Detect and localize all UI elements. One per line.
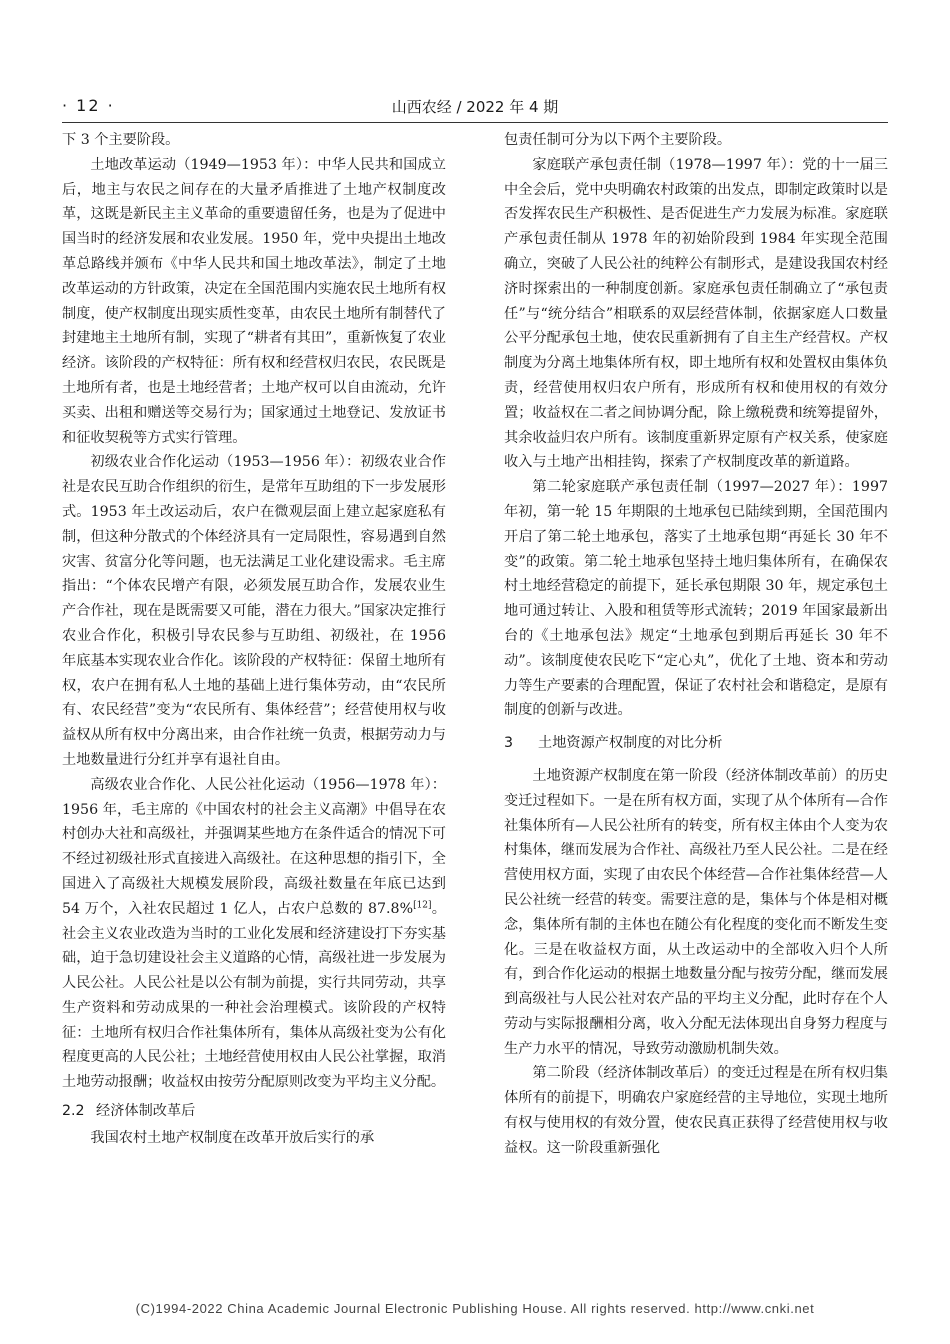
header-rule: [62, 122, 888, 123]
paragraph-land-reform: 土地改革运动（1949—1953 年）：中华人民共和国成立后，地主与农民之间存在的大量矛盾推进了土地产权制度改革，这既是新民主主义革命的重要遗留任务，也是为了促进中国当时的经济发展和农业发展。1950 年，党中央提出土地改革总路线并颁布《中华人民共和国土地改革法》，制定了土地改革运动的方针政策，决定在全国范围内实施农民土地所有权制度，使产权制度出现实质性变革，由农民土地所有制替代了封建地主土地所有制，实现了“耕者有其田”，重新恢复了农业经济。该阶段的产权特征：所有权和经营权归农民，农民既是土地所有者，也是土地经营者；土地产权可以自由流动，允许买卖、出租和赠送等交易行为；国家通过土地登记、发放证书和征收契税等方式实行管理。: [62, 156, 446, 446]
section-title: 土地资源产权制度的对比分析: [538, 735, 723, 752]
paragraph-comparison-stage-1: 土地资源产权制度在第一阶段（经济体制改革前）的历史变迁过程如下。一是在所有权方面，实现了从个体所有—合作社集体所有—人民公社所有的转变，所有权主体由个人变为农村集体，继而发展为合作社、高级社乃至人民公社。二是在经营使用权方面，实现了由农民个体经营—合作社集体经营—人民公社统一经营的转变。需要注意的是，集体与个体是相对概念，集体所有制的主体也在随公有化程度的变化而不断发生变化。三是在收益权方面，从土改运动中的全部收入归个人所有，到合作化运动的根据土地数量分配与按劳分配，继而发展到高级社与人民公社对农产品的平均主义分配，此时存在个人劳动与实际报酬相分离，收入分配无法体现出自身努力程度与生产力水平的情况，导致劳动激励机制失效。: [504, 767, 888, 1057]
paragraph-household-responsibility: 家庭联产承包责任制（1978—1997 年）：党的十一届三中全会后，党中央明确农村政策的出发点，即制定政策时以是否发挥农民生产积极性、是否促进生产力发展为标准。家庭联产承包责任制从 1978 年的初始阶段到 1984 年实现全范围确立，突破了人民公社的纯粹公有制形式，是建设我国农村经济时探索出的一种制度创新。家庭承包责任制确立了“承包责任”与“统分结合”相联系的双层经营体制，依据家庭人口数量公平分配承包土地，使农民重新拥有了自主生产经营权。产权制度为分离土地集体所有权，即土地所有权和处置权由集体负责，经营使用权归农户所有，形成所有权和使用权的有效分置；收益权在二者之间协调分配，除上缴税费和统筹提留外，其余收益归农户所有。该制度重新界定原有产权关系，使家庭收入与土地产出相挂钩，探索了产权制度改革的新道路。: [504, 156, 888, 471]
paragraph: 我国农村土地产权制度在改革开放后实行的承: [90, 1129, 375, 1146]
section-title: 经济体制改革后: [96, 1103, 196, 1120]
section-number: 3: [504, 735, 514, 752]
text-run: 高级农业合作化、人民公社化运动（1956—1978 年）：1956 年，毛主席的《中国农村的社会主义高潮》中倡导在农村创办大社和高级社，并强调某些地方在条件适合的情况下可不经过初级社形式直接进入高级社。在这种思想的指引下，全国进入了高级社大规模发展阶段，高级社数量在年底已达到 54 万个，入社农民超过 1 亿人，占农户总数的 87.8%: [62, 776, 446, 917]
paragraph: 下 3 个主要阶段。: [62, 132, 180, 148]
section-number: 2.2: [62, 1103, 85, 1120]
copyright-footer: (C)1994-2022 China Academic Journal Electronic Publishing House. All rights reserved. http://www.cnki.net: [135, 1301, 815, 1316]
paragraph-advanced-cooperative: [62, 773, 446, 1095]
section-heading-3: [504, 731, 888, 756]
running-header: [62, 90, 888, 120]
page-number: · 12 ·: [62, 96, 115, 115]
paragraph-comparison-stage-2: 第二阶段（经济体制改革后）的变迁过程是在所有权归集体所有的前提下，明确农户家庭经营的主导地位，实现土地所有权与使用权的有效分置，使农民真正获得了经营使用权与收益权。这一阶段重新强化: [504, 1065, 888, 1156]
text-run: 。社会主义农业改造为当时的工业化发展和经济建设打下夯实基础，迫于急切建设社会主义道路的心情，高级社进一步发展为人民公社。人民公社是以公有制为前提，实行共同劳动，共享生产资料和劳动成果的一种社会治理模式。该阶段的产权特征：土地所有权归合作社集体所有，集体从高级社变为公有化程度更高的人民公社；土地经营使用权由人民公社掌握，取消土地劳动报酬；收益权由按劳分配原则改变为平均主义分配。: [62, 900, 446, 1091]
paragraph: 包责任制可分为以下两个主要阶段。: [504, 132, 732, 148]
paragraph-second-round: 第二轮家庭联产承包责任制（1997—2027 年）：1997 年初，第一轮 15 年期限的土地承包已陆续到期，全国范围内开启了第二轮土地承包，落实了土地承包期“再延长 30 年不变”的政策。第二轮土地承包坚持土地归集体所有，在确保农村土地经营稳定的前提下，延长承包期限 30 年，规定承包土地可通过转让、入股和租赁等形式流转；2019 年国家最新出台的《土地承包法》规定“土地承包到期后再延长 30 年不动”。该制度使农民吃下“定心丸”，优化了土地、资本和劳动力等生产要素的合理配置，保证了农村社会和谐稳定，是原有制度的创新与改进。: [504, 479, 888, 719]
right-column: [504, 128, 888, 1161]
section-heading-2-2: [62, 1099, 446, 1124]
citation-ref: [12]: [413, 899, 432, 910]
left-column: [62, 128, 446, 1151]
journal-title: 山西农经 / 2022 年 4 期: [391, 98, 559, 116]
paragraph-primary-cooperative: 初级农业合作化运动（1953—1956 年）：初级农业合作社是农民互助合作组织的衍生，是常年互助组的下一步发展形式。1953 年土改运动后，农户在微观层面上建立起家庭私有制，但这种分散式的个体经济具有一定局限性，容易遇到自然灾害、贫富分化等问题，也无法满足工业化建设需求。毛主席指出：“个体农民增产有限，必须发展互助合作，发展农业生产合作社，现在是既需要又可能，潜在力很大。”国家决定推行农业合作化，积极引导农民参与互助组、初级社，在 1956 年底基本实现农业合作化。该阶段的产权特征：保留土地所有权，农户在拥有私人土地的基础上进行集体劳动，由“农民所有、农民经营”变为“农民所有、集体经营”；经营使用权与收益权从所有权中分离出来，由合作社统一负责，根据劳动力与土地数量进行分红并享有退社自由。: [62, 454, 446, 768]
